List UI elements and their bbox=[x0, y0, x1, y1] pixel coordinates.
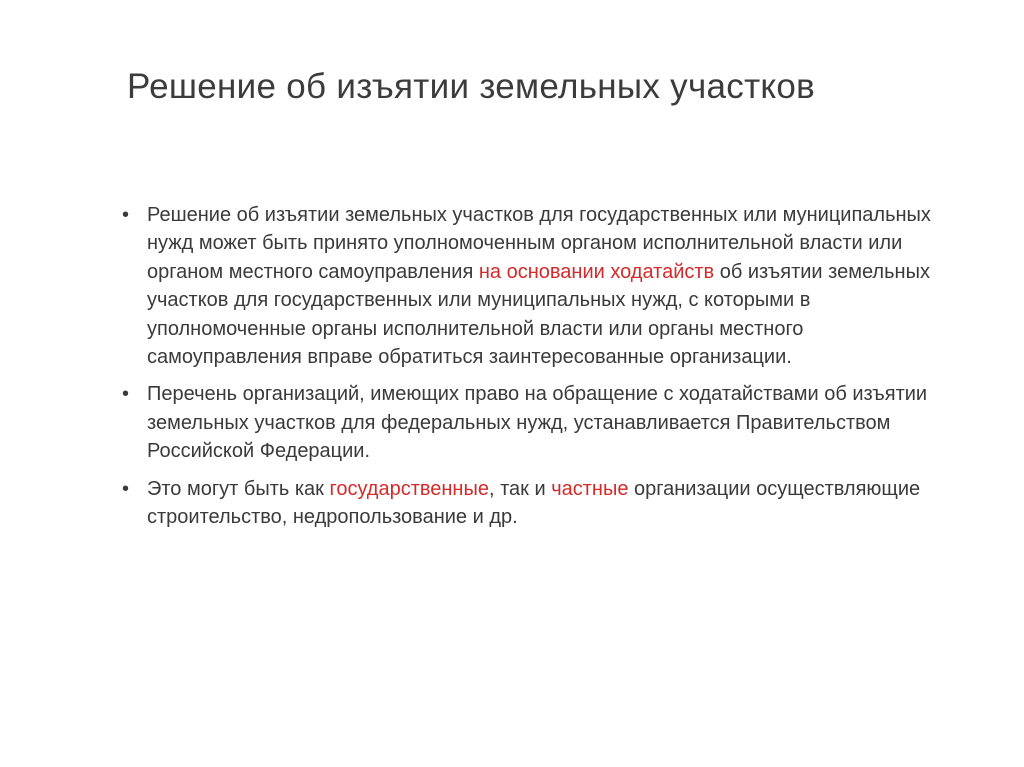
bullet-marker: • bbox=[122, 477, 130, 500]
bullet-item-withdrawal-decision bbox=[120, 201, 937, 371]
bullet-list bbox=[120, 201, 980, 540]
bullet-text-segment: , так и bbox=[488, 477, 552, 500]
highlighted-phrase-petitions: на основании ходатайств bbox=[478, 260, 715, 283]
bullet-item-organization-types bbox=[120, 475, 937, 532]
highlighted-word-state: государственные bbox=[329, 477, 489, 500]
slide-title: Решение об изъятии земельных участков bbox=[127, 67, 816, 106]
bullet-text: Перечень организаций, имеющих право на обращение с ходатайствами об изъятии земельных участков для федеральных нужд, устанавливается Правительством Российской Федерации. bbox=[147, 383, 928, 463]
bullet-text-segment: организации осуществляющие строительство, недропользование и др. bbox=[147, 477, 921, 529]
bullet-text bbox=[147, 204, 931, 368]
bullet-text bbox=[147, 478, 920, 528]
bullet-text-segment: Это могут быть как bbox=[147, 477, 330, 500]
bullet-text-segment: об изъятии земельных участков для государственных или муниципальных нужд, с которыми в уполномоченные органы исполнительной власти или органы местного самоуправления вправе обратиться заинтересованные организации. bbox=[147, 260, 930, 369]
bullet-item-organization-list bbox=[120, 380, 967, 465]
bullet-text-segment: Решение об изъятии земельных участков для государственных или муниципальных нужд может быть принято уполномоченным органом исполнительной власти или органом местного самоуправления bbox=[147, 204, 931, 283]
bullet-marker: • bbox=[122, 204, 130, 226]
bullet-marker: • bbox=[122, 383, 130, 406]
highlighted-word-private: частные bbox=[551, 477, 629, 500]
